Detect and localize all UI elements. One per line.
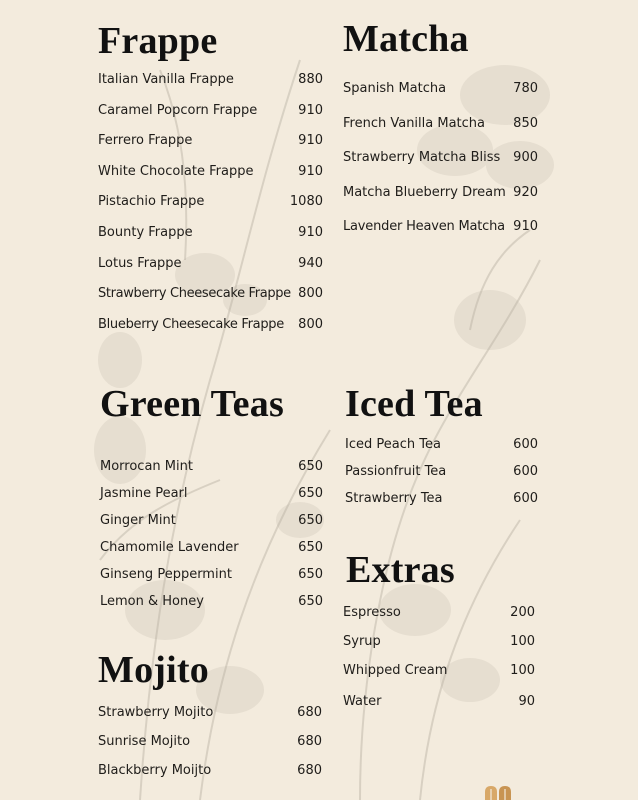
extras-section: [343, 549, 535, 709]
item-name: Blueberry Cheesecake Frappe: [98, 316, 284, 332]
menu-item: [100, 567, 323, 583]
item-price: 100: [510, 663, 535, 678]
item-price: 800: [298, 286, 323, 302]
menu-item: [343, 150, 538, 166]
item-name: Bounty Frappe: [98, 225, 193, 240]
item-price: 200: [510, 605, 535, 620]
item-name: Syrup: [343, 634, 381, 649]
iced-tea-section: [345, 383, 538, 506]
extras-heading: Extras: [346, 549, 455, 591]
mojito-heading: Mojito: [98, 649, 209, 691]
item-price: 100: [510, 634, 535, 649]
menu-item: [343, 219, 538, 235]
menu-item: [343, 694, 535, 710]
item-name: Strawberry Cheesecake Frappe: [98, 286, 291, 302]
item-price: 910: [513, 219, 538, 235]
item-name: Ginger Mint: [100, 513, 176, 528]
item-name: Lavender Heaven Matcha: [343, 219, 505, 235]
item-price: 650: [298, 594, 323, 609]
item-name: Ginseng Peppermint: [100, 567, 232, 582]
item-name: Iced Peach Tea: [345, 437, 441, 452]
item-price: 920: [513, 184, 538, 200]
item-name: Pistachio Frappe: [98, 194, 205, 210]
item-name: Espresso: [343, 605, 401, 620]
menu-item: [98, 225, 323, 241]
menu-item: [100, 486, 323, 502]
item-price: 910: [298, 163, 323, 179]
item-name: Strawberry Mojito: [98, 705, 214, 720]
item-name: Jasmine Pearl: [100, 486, 188, 501]
mojito-section: [98, 649, 322, 778]
item-price: 650: [298, 540, 323, 555]
menu-item: [343, 185, 538, 201]
menu-item: [343, 116, 538, 132]
menu-item: [98, 734, 322, 750]
item-name: Lotus Frappe: [98, 255, 182, 271]
menu-item: [98, 317, 323, 333]
green-teas-heading: Green Teas: [100, 383, 284, 425]
menu-item: [98, 763, 322, 779]
item-name: Blackberry Moijto: [98, 763, 212, 778]
cup-logo-icon: [483, 786, 515, 800]
item-name: Ferrero Frappe: [98, 133, 193, 149]
item-price: 650: [298, 486, 323, 501]
item-price: 800: [298, 316, 323, 332]
menu-item: [100, 459, 323, 475]
item-price: 680: [297, 734, 322, 749]
menu-item: [343, 605, 535, 621]
menu-item: [98, 705, 322, 721]
menu-item: [343, 663, 535, 679]
menu-item: [98, 133, 323, 149]
menu-item: [345, 491, 538, 507]
menu-item: [98, 256, 323, 272]
item-price: 680: [297, 705, 322, 720]
item-price: 650: [298, 459, 323, 474]
item-price: 650: [298, 513, 323, 528]
item-name: Water: [343, 694, 382, 709]
item-price: 900: [513, 150, 538, 166]
item-price: 600: [513, 464, 538, 479]
item-name: Sunrise Mojito: [98, 734, 191, 749]
menu-item: [98, 103, 323, 119]
iced-tea-heading: Iced Tea: [345, 383, 483, 425]
menu-item: [343, 634, 535, 650]
item-price: 780: [513, 81, 538, 96]
item-price: 850: [513, 115, 538, 131]
item-name: Passionfruit Tea: [345, 464, 447, 479]
menu-item: [100, 540, 323, 556]
item-price: 600: [513, 491, 538, 506]
item-price: 910: [298, 225, 323, 240]
matcha-heading: Matcha: [343, 18, 469, 60]
item-name: Spanish Matcha: [343, 81, 447, 96]
item-price: 1080: [289, 194, 323, 210]
matcha-section: [343, 18, 538, 235]
item-name: French Vanilla Matcha: [343, 115, 486, 131]
item-price: 940: [298, 255, 323, 271]
item-price: 650: [298, 567, 323, 582]
menu-item: [345, 464, 538, 480]
green-teas-section: [100, 383, 323, 609]
frappe-section: [98, 20, 323, 332]
item-name: Caramel Popcorn Frappe: [98, 102, 258, 118]
item-name: White Chocolate Frappe: [98, 163, 254, 179]
item-name: Morrocan Mint: [100, 459, 193, 474]
item-name: Strawberry Matcha Bliss: [343, 150, 501, 166]
menu-item: [98, 72, 323, 88]
menu-item: [98, 164, 323, 180]
item-price: 880: [298, 72, 323, 87]
item-name: Chamomile Lavender: [100, 540, 239, 555]
menu-item: [98, 286, 323, 302]
item-name: Italian Vanilla Frappe: [98, 72, 234, 87]
menu-item: [345, 437, 538, 453]
menu-item: [98, 194, 323, 210]
item-price: 600: [513, 437, 538, 452]
item-name: Matcha Blueberry Dream: [343, 184, 506, 200]
frappe-heading: Frappe: [98, 20, 218, 62]
menu-item: [100, 594, 323, 610]
item-name: Strawberry Tea: [345, 491, 443, 506]
item-name: Lemon & Honey: [100, 594, 204, 609]
item-price: 90: [518, 694, 535, 709]
item-price: 910: [298, 102, 323, 118]
menu-item: [100, 513, 323, 529]
item-price: 910: [298, 133, 323, 149]
item-name: Whipped Cream: [343, 663, 448, 678]
item-price: 680: [297, 763, 322, 778]
menu-item: [343, 81, 538, 97]
